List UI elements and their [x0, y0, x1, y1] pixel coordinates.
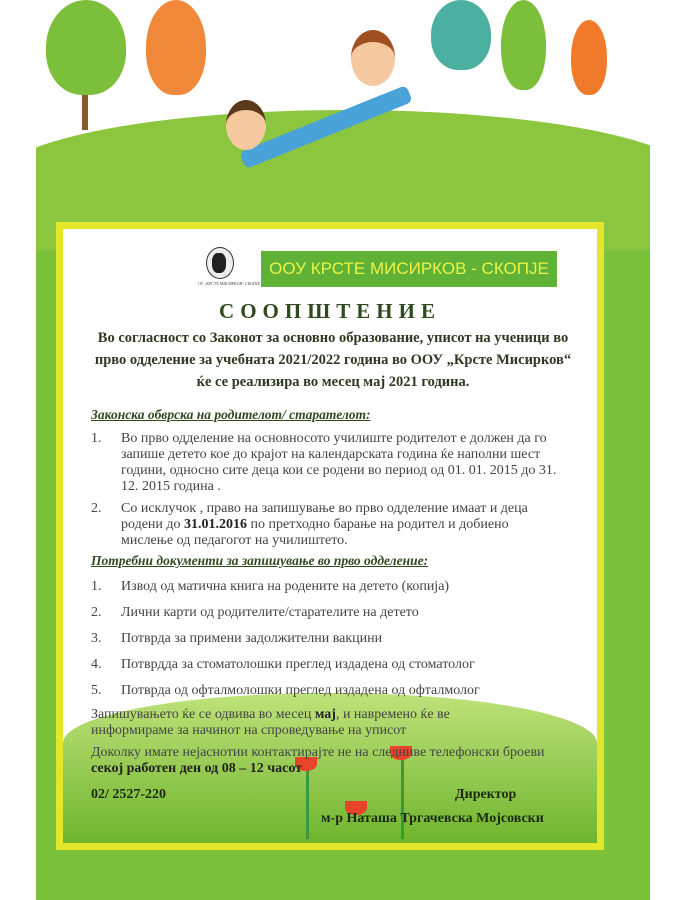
tree-illustration: [501, 0, 546, 90]
school-banner: ООУ КРСТЕ МИСИРКОВ - СКОПЈЕ: [261, 251, 557, 287]
document-item: 5. Потврда од офталмолошки преглед издадена од офталмолог: [91, 683, 480, 698]
director-title: Директор: [455, 787, 517, 802]
announcement-title: СООПШТЕНИЕ: [219, 299, 441, 323]
announcement-panel: [56, 222, 604, 850]
contact-note: Доколку имате нејаснотии контактирајте не на следниве телефонски броеви секој работен ден од 08 – 12 часот: [91, 745, 545, 776]
flower-stem: [306, 769, 309, 839]
obligation-item: 2. Со исклучок , право на запишување во прво одделение имаат и деца родени до 31.01.2016 по претходно барање на родител и добиено мислење од педагогот на училиштето.: [91, 501, 528, 548]
school-logo: ОУ „КРСТЕ МИСИРКОВ“ СКОПЈЕ: [198, 243, 240, 287]
child-illustration: [226, 100, 266, 150]
document-item: 1. Извод од матична книга на родените на детето (копија): [91, 579, 450, 594]
enrollment-note: Запишувањето ќе се одвива во месец мај, и навремено ќе ве информираме за начинот на спроведување на уписот: [91, 707, 450, 738]
tree-illustration: [431, 0, 491, 70]
phone-number: 02/ 2527-220: [91, 787, 167, 802]
tree-illustration: [46, 0, 126, 95]
intro-text: Во согласност со Законот за основно образование, уписот на ученици во прво одделение за учебната 2021/2022 година во ООУ „Крсте Мисирков“ ќе се реализира во месец мај 2021 година.: [94, 330, 572, 390]
director-name: м-р Наташа Тргачевска Мојсовски: [321, 811, 544, 826]
document-item: 4. Потврдда за стоматолошки преглед издадена од стоматолог: [91, 657, 475, 672]
obligation-item: 1. Во прво одделение на основносото училиште родителот е должен да го запише детето кое до крајот на календарската година ќе наполни шест години, односно сите деца кои се родени во период од 01. 01. 2015 до 31. 12. 2015 година .: [91, 431, 557, 494]
document-item: 2. Лични карти од родителите/старателите на детето: [91, 605, 419, 620]
documents-heading: Потребни документи за запишување во прво одделение:: [91, 553, 429, 568]
poster: [36, 0, 650, 900]
obligation-heading: Законска обврска на родителот/ старателот:: [91, 407, 371, 422]
tree-illustration: [571, 20, 607, 95]
document-item: 3. Потврда за примени задолжителни вакцини: [91, 631, 383, 646]
child-illustration: [351, 30, 395, 86]
tree-illustration: [146, 0, 206, 95]
